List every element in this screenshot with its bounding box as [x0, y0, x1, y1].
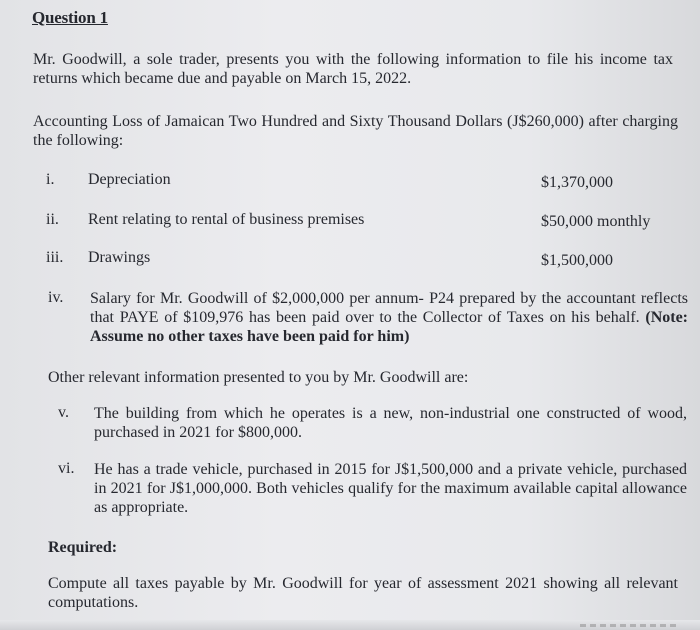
- item-label: Rent relating to rental of business premises: [88, 211, 365, 228]
- question-title: Question 1: [32, 8, 108, 27]
- item-v-text: The building from which he operates is a new, non-industrial one constructed of wood, purchased in 2021 for $800,000.: [94, 405, 687, 441]
- item-amount: $1,500,000: [541, 252, 613, 269]
- bottom-dash-mark: [580, 624, 680, 627]
- item-amount: $1,370,000: [541, 174, 613, 191]
- item-iv-body: Salary for Mr. Goodwill of $2,000,000 per annum- P24 prepared by the accountant reflects that PAYE of $109,976 has been paid over to the Collector of Taxes on his behalf.: [90, 290, 688, 326]
- item-number: vi.: [58, 460, 75, 477]
- item-number: ii.: [46, 211, 59, 228]
- loss-statement: Accounting Loss of Jamaican Two Hundred and Sixty Thousand Dollars (J$260,000) after charging the following:: [33, 113, 678, 149]
- item-number: v.: [58, 404, 69, 421]
- item-label: Depreciation: [88, 171, 171, 188]
- item-vi-text: He has a trade vehicle, purchased in 2015 for J$1,500,000 and a private vehicle, purchased in 2021 for J$1,000,000. Both vehicles qualify for the maximum available capital allowance as appropriate.: [94, 461, 687, 516]
- item-iv-text: [90, 289, 688, 346]
- required-heading: Required:: [48, 539, 118, 556]
- item-number: iv.: [48, 289, 64, 306]
- required-text: Compute all taxes payable by Mr. Goodwill for year of assessment 2021 showing all relevant computations.: [48, 575, 678, 611]
- item-number: iii.: [46, 249, 64, 266]
- item-label: Drawings: [88, 249, 151, 266]
- other-info-heading: Other relevant information presented to you by Mr. Goodwill are:: [48, 369, 469, 386]
- item-amount: $50,000 monthly: [541, 213, 651, 230]
- item-iv-note: (Note: Assume no other taxes have been paid for him): [90, 309, 688, 345]
- item-number: i.: [46, 171, 55, 188]
- intro-paragraph: Mr. Goodwill, a sole trader, presents you with the following information to file his income tax returns which became due and payable on March 15, 2022.: [33, 51, 673, 87]
